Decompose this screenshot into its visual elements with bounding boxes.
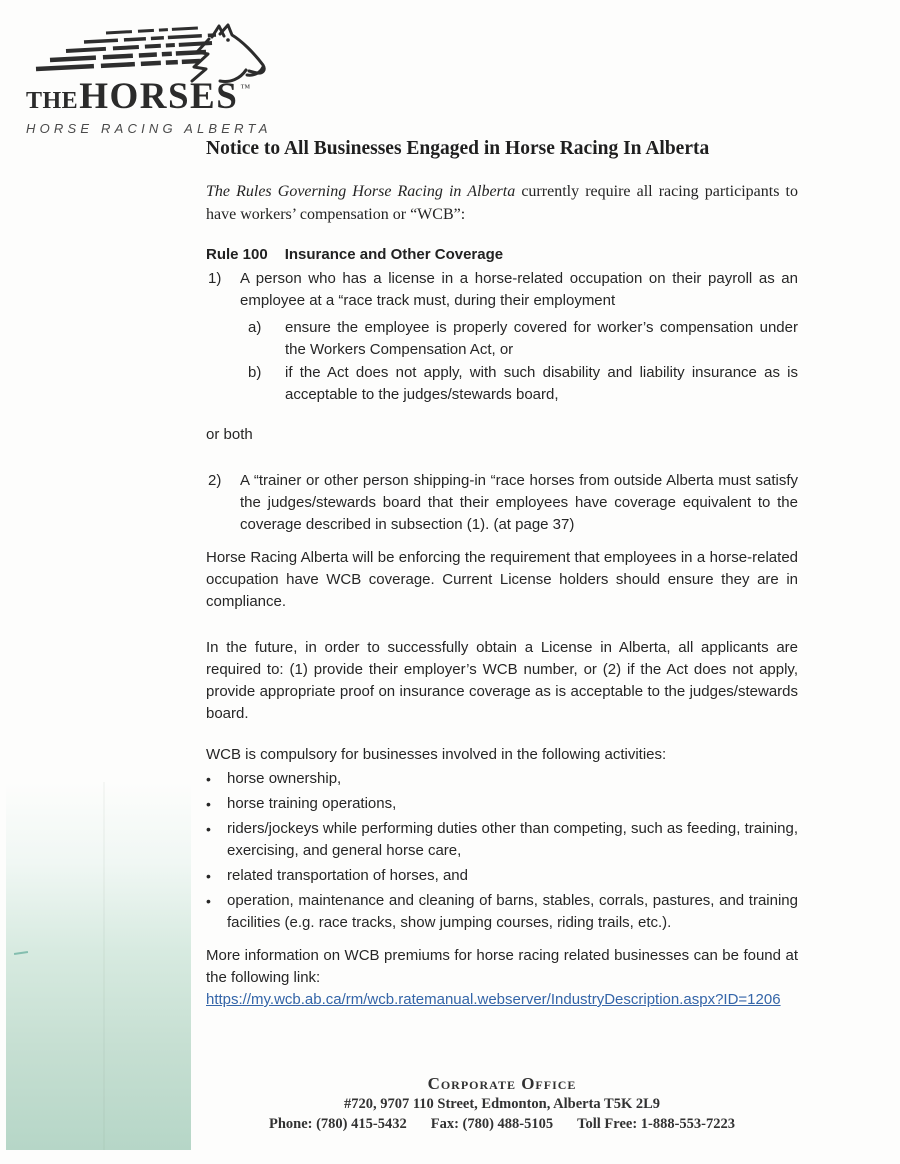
- footer-address: #720, 9707 110 Street, Edmonton, Alberta T5K 2L9: [343, 1096, 661, 1112]
- brand-wordmark: [26, 78, 276, 115]
- footer-heading: Corporate Office: [427, 1074, 577, 1093]
- rule-name: Insurance and Other Coverage: [284, 246, 504, 263]
- clause-1-text: A person who has a license in a horse-related occupation on their payroll as an employee at a “race track must, during their employment: [240, 270, 798, 309]
- bullet-item: [206, 768, 798, 790]
- subclause-b: [206, 362, 798, 406]
- bullet-item: [206, 890, 798, 934]
- bullet-item: [206, 793, 798, 815]
- clause-1: [206, 268, 798, 312]
- bullet-icon: •: [206, 771, 211, 787]
- intro-rest-text: currently require all racing participants to have workers’ compensation or “WCB”:: [206, 183, 798, 223]
- bullet-icon: •: [206, 796, 211, 812]
- subclause-b-text: if the Act does not apply, with such disability and liability insurance as is acceptable to the judges/stewards board,: [285, 364, 798, 403]
- intro-paragraph: [206, 180, 798, 226]
- bullet-text: operation, maintenance and cleaning of barns, stables, corrals, pastures, and training facilities (e.g. race tracks, show jumping courses, riding trails, etc.).: [227, 892, 798, 931]
- footer: [206, 1074, 798, 1134]
- footer-phone: Phone: (780) 415-5432: [268, 1116, 407, 1132]
- intro-italic-citation: The Rules Governing Horse Racing in Alberta: [206, 183, 516, 200]
- brand-the: THE: [26, 88, 79, 114]
- bullet-icon: •: [206, 893, 211, 909]
- clause-2-text: A “trainer or other person shipping-in “race horses from outside Alberta must satisfy the judges/stewards board that their employees have coverage equivalent to the coverage described in subsection (1). (at page 37): [240, 472, 798, 533]
- footer-contacts: [206, 1115, 798, 1134]
- bullet-item: [206, 865, 798, 887]
- clause-2-marker: 2): [208, 472, 222, 489]
- subclause-a-marker: a): [248, 319, 262, 336]
- wcb-activities-heading: WCB is compulsory for businesses involved in the following activities:: [206, 746, 667, 763]
- rule-heading: [206, 244, 798, 266]
- bullet-icon: •: [206, 868, 211, 884]
- subclause-a-text: ensure the employee is properly covered for worker’s compensation under the Workers Compensation Act, or: [285, 319, 798, 358]
- scan-gradient-band: [6, 782, 191, 1150]
- bullet-item: [206, 818, 798, 862]
- trademark-symbol: ™: [240, 83, 251, 94]
- or-both-text: or both: [206, 426, 253, 443]
- page-title: Notice to All Businesses Engaged in Horse Racing In Alberta: [206, 138, 710, 159]
- bullet-text: horse ownership,: [227, 770, 342, 787]
- paragraph-enforcement: Horse Racing Alberta will be enforcing the requirement that employees in a horse-related occupation have WCB coverage. Current License holders should ensure they are in compliance.: [206, 549, 798, 610]
- clause-2: [206, 470, 798, 536]
- footer-fax: Fax: (780) 488-5105: [430, 1116, 554, 1132]
- paragraph-future-requirements: In the future, in order to successfully obtain a License in Alberta, all applicants are required to: (1) provide their employer’s WCB number, or (2) if the Act does not apply, provide appropriate proof on insurance coverage as is acceptable to the judges/stewards board.: [206, 639, 798, 722]
- clause-1-marker: 1): [208, 270, 222, 287]
- bullet-text: riders/jockeys while performing duties other than competing, such as feeding, training, exercising, and general horse care,: [227, 820, 798, 859]
- bullet-icon: •: [206, 821, 211, 837]
- rule-number: Rule 100: [206, 246, 268, 263]
- horse-head-speedlines-icon: [26, 22, 276, 84]
- wcb-rate-manual-link[interactable]: https://my.wcb.ab.ca/rm/wcb.ratemanual.webserver/IndustryDescription.aspx?ID=1206: [206, 991, 781, 1008]
- horse-racing-alberta-logo: [26, 22, 276, 136]
- footer-tollfree: Toll Free: 1-888-553-7223: [577, 1116, 736, 1132]
- subclause-a: [206, 317, 798, 361]
- wcb-activities-list: [206, 768, 798, 934]
- brand-horses: HORSES: [79, 76, 239, 117]
- subclause-b-marker: b): [248, 364, 262, 381]
- horse-eye: [226, 38, 230, 42]
- more-info-paragraph: More information on WCB premiums for horse racing related businesses can be found at the following link:: [206, 947, 798, 986]
- bullet-text: horse training operations,: [227, 795, 397, 812]
- brand-tagline: HORSE RACING ALBERTA: [26, 121, 272, 136]
- document-body: [206, 137, 798, 1011]
- bullet-text: related transportation of horses, and: [227, 867, 468, 884]
